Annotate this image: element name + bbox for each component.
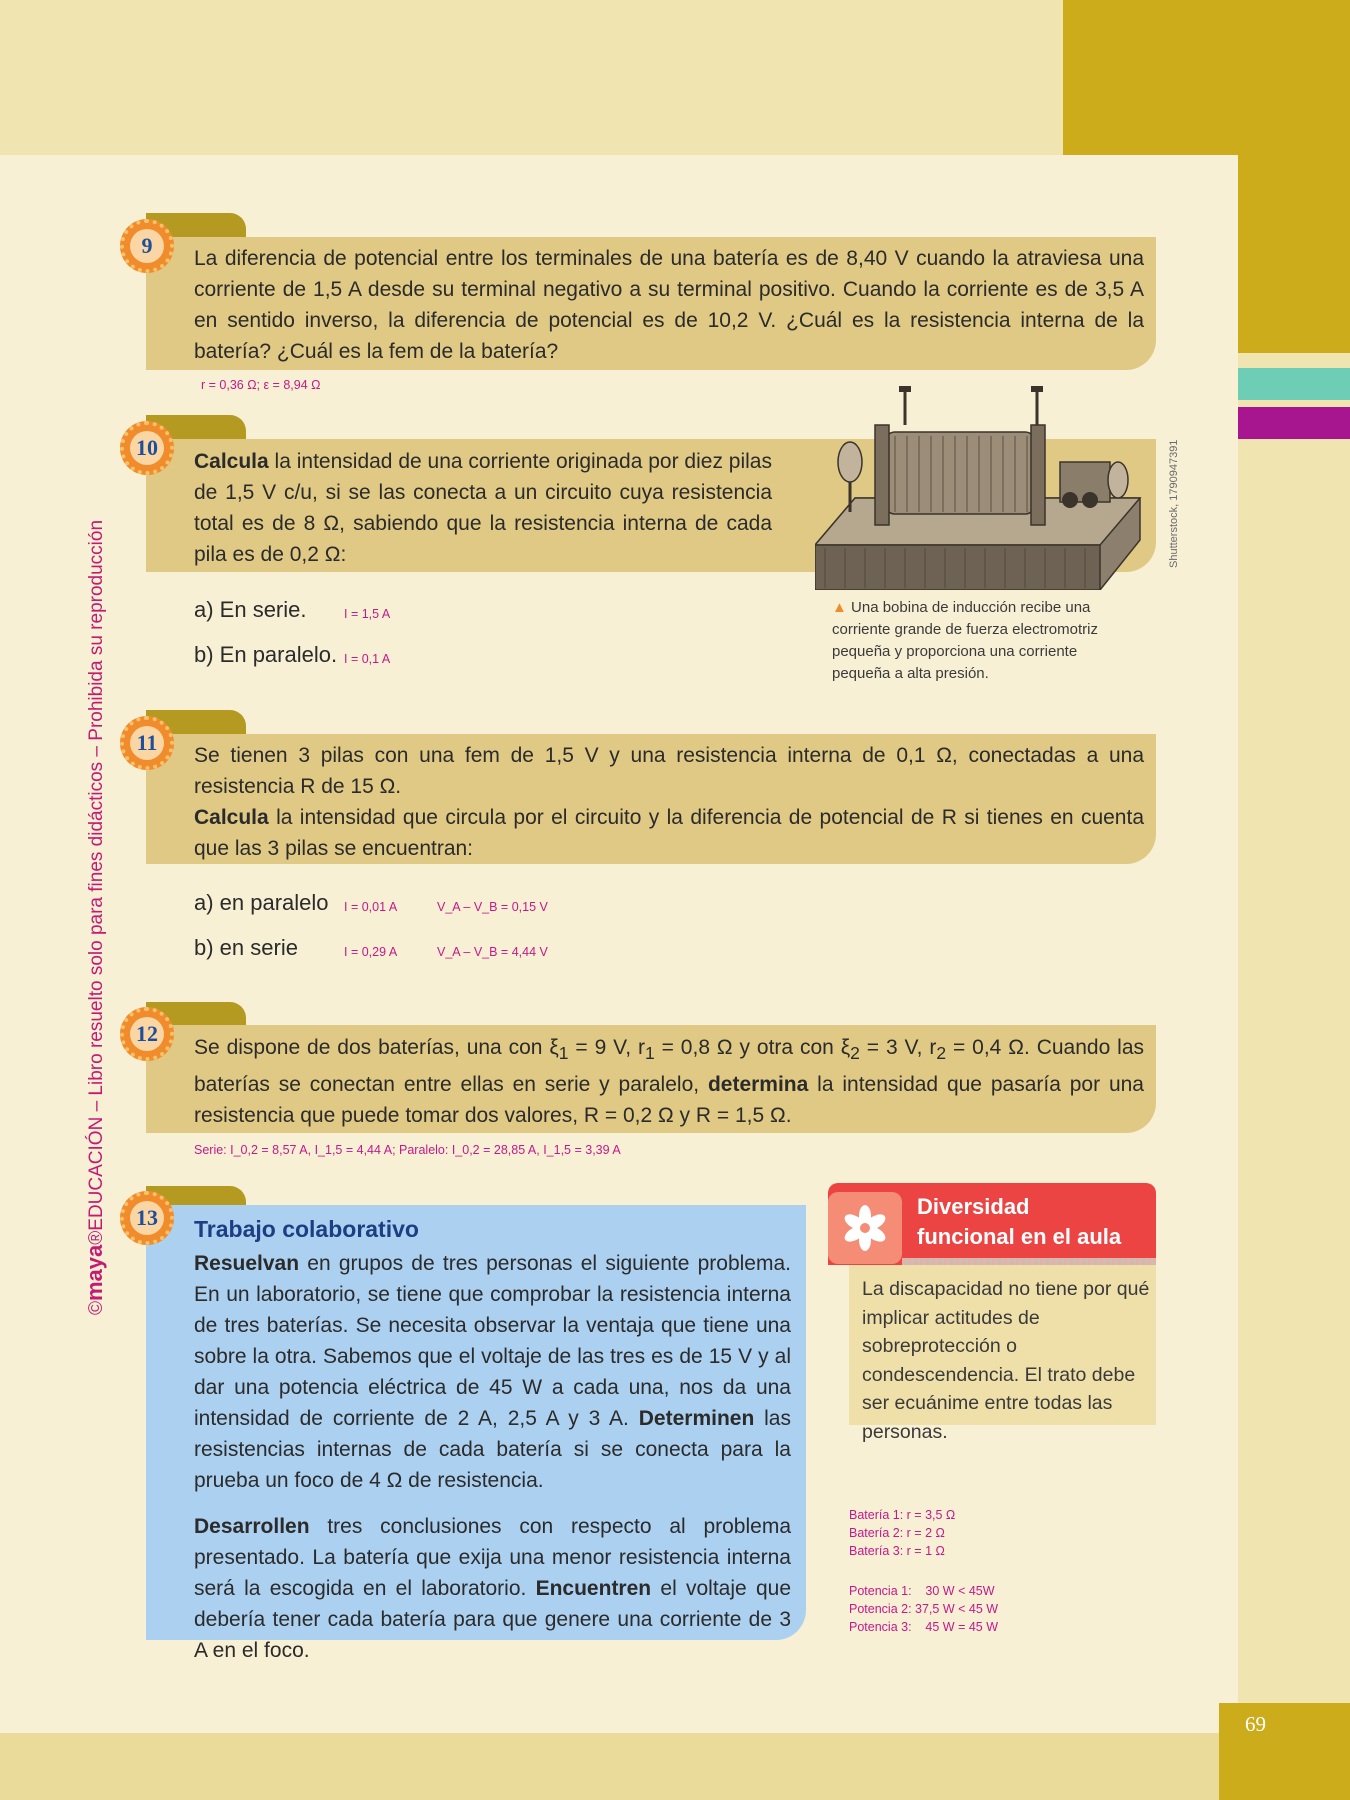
exercise-11-answer-a-current: I = 0,01 A (344, 900, 398, 914)
ex12-part-d: = 3 V, r (859, 1036, 937, 1059)
exercise-9-number: 9 (130, 229, 164, 263)
exercise-10-verb: Calcula (194, 450, 269, 473)
exercise-10-text (194, 446, 772, 570)
item-b-letter: b) (194, 935, 214, 960)
p1-verb-2: Determinen (638, 1407, 755, 1430)
ex12-sub-1: 1 (558, 1043, 569, 1064)
diversity-title-line-2: funcional en el aula (917, 1224, 1122, 1249)
collaborative-title: Trabajo colaborativo (194, 1216, 419, 1242)
page-number-box (1219, 1703, 1350, 1800)
ex12-part-f: la intensidad que pasaría por una resistencia que puede tomar dos valores, R = 0,2 Ω y R = 1,5 Ω. (194, 1073, 1144, 1128)
p2-text-a: tres conclusiones con respecto al problema presentado. La batería que exija una menor resistencia interna será la escogida en el laboratorio. (194, 1515, 791, 1600)
exercise-11-item-b (194, 935, 298, 961)
exercise-11-answer-b-current: I = 0,29 A (344, 945, 398, 959)
copyright-text: EDUCACIÓN – Libro resuelto solo para fines didácticos – Prohibida su reproducción (86, 519, 107, 1231)
collaborative-paragraph-2 (194, 1511, 791, 1666)
exercise-13-number: 13 (130, 1201, 164, 1235)
exercise-11-text (194, 740, 1144, 864)
brand-name: maya (82, 1244, 107, 1301)
ex12-verb: determina (707, 1073, 809, 1097)
illustration-caption (832, 597, 1122, 685)
caption-text: Una bobina de inducción recibe una corriente grande de fuerza electromotriz pequeña y proporciona una corriente pequeña a alta presión. (832, 599, 1098, 682)
side-teal-tab (1238, 368, 1350, 400)
item-b-text: En paralelo. (213, 642, 338, 667)
item-a-text: en paralelo (213, 890, 329, 915)
ex12-sub-3: 2 (850, 1043, 860, 1064)
copyright-note (82, 520, 108, 1315)
exercise-9-badge (120, 219, 174, 273)
p2-verb: Desarrollen (194, 1515, 310, 1538)
asterisk-flower-icon-svg (828, 1192, 902, 1264)
exercise-10-number: 10 (130, 431, 164, 465)
exercise-10-item-b (194, 642, 337, 668)
p1-verb: Resuelvan (194, 1252, 300, 1275)
caption-triangle-icon: ▲ (832, 599, 847, 616)
page-number: 69 (1245, 1712, 1266, 1736)
diversity-text: La discapacidad no tiene por qué implicar actitudes de sobreprotección o condescendencia. El trato debe ser ecuánime entre todas las personas. (862, 1278, 1150, 1443)
battery-resistance-answers: Batería 1: r = 3,5 Ω Batería 2: r = 2 Ω Batería 3: r = 1 Ω (849, 1508, 956, 1558)
p1-text-b: las resistencias internas de cada batería si se conecta para la prueba un foco de 4 Ω de resistencia. (194, 1407, 791, 1492)
exercise-11-statement: Se tienen 3 pilas con una fem de 1,5 V y una resistencia interna de 0,1 Ω, conectadas a una resistencia R de 15 Ω. (194, 744, 1144, 798)
exercise-11-item-a (194, 890, 329, 916)
induction-coil-illustration (815, 380, 1145, 590)
diversity-title-line-1: Diversidad (917, 1194, 1030, 1219)
exercise-12-answer: Serie: I_0,2 = 8,57 A, I_1,5 = 4,44 A; Paralelo: I_0,2 = 28,85 A, I_1,5 = 3,39 A (194, 1143, 621, 1157)
diversity-title (917, 1192, 1121, 1252)
ex12-part-b: = 9 V, r (568, 1036, 645, 1059)
ex12-part-a: Se dispone de dos baterías, una con ξ (194, 1036, 559, 1059)
ex12-part-c: = 0,8 Ω y otra con ξ (654, 1036, 851, 1059)
p2-verb-2: Encuentren (535, 1577, 652, 1600)
exercise-10-body: la intensidad de una corriente originada por diez pilas de 1,5 V c/u, si se las conecta a un circuito cuya resistencia total es de 8 Ω, sabiendo que la resistencia interna de cada pila es de 0,2 Ω: (194, 450, 772, 566)
exercise-12-badge (120, 1007, 174, 1061)
power-answers: Potencia 1: 30 W < 45W Potencia 2: 37,5 W < 45 W Potencia 3: 45 W = 45 W (849, 1584, 999, 1634)
exercise-11-answer-b-voltage: V_A – V_B = 4,44 V (437, 945, 548, 959)
exercise-10-answer-a: I = 1,5 A (344, 607, 391, 621)
exercise-11-answer-a-voltage: V_A – V_B = 0,15 V (437, 900, 548, 914)
p2-text-b: el voltaje que debería tener cada batería para que genere una corriente de 3 A en el foco. (194, 1577, 791, 1662)
photo-credit: Shutterstock, 1790947391 (1168, 439, 1180, 568)
exercise-13-badge (120, 1191, 174, 1245)
item-b-text: en serie (213, 935, 298, 960)
bottom-band (0, 1733, 1350, 1800)
item-a-letter: a) (194, 890, 214, 915)
exercise-9-answer: r = 0,36 Ω; ε = 8,94 Ω (201, 378, 321, 392)
p1-text-a: en grupos de tres personas el siguiente problema. En un laboratorio, se tiene que comprobar la resistencia interna de tres baterías. Se necesita observar la ventaja que tiene una sobre la otra. Sabemos que el voltaje de las tres es de 15 V y al dar una potencia eléctrica de 45 W a cada una, nos da una intensidad de corriente de 2 A, 2,5 A y 3 A. (194, 1252, 791, 1430)
ex12-sub-4: 2 (936, 1043, 947, 1064)
side-gold-tab (1238, 155, 1350, 353)
exercise-10-badge (120, 421, 174, 475)
exercise-11-number: 11 (130, 726, 164, 760)
exercise-11-verb: Calcula (194, 806, 269, 829)
item-b-letter: b) (194, 642, 214, 667)
item-a-letter: a) (194, 597, 214, 622)
side-magenta-tab (1238, 407, 1350, 439)
corner-gold-block (1063, 0, 1350, 155)
diversity-divider (902, 1258, 1156, 1265)
exercise-10-answer-b: I = 0,1 A (344, 652, 391, 666)
exercise-11-question: la intensidad que circula por el circuito y la diferencia de potencial de R si tienes en cuenta que las 3 pilas se encuentran: (194, 806, 1144, 860)
exercise-9-text: La diferencia de potencial entre los terminales de una batería es de 8,40 V cuando la atraviesa una corriente de 1,5 A desde su terminal negativo a su terminal positivo. Cuando la corriente es de 3,5 A en sentido inverso, la diferencia de potencial es de 10,2 V. ¿Cuál es la resistencia interna de la batería? ¿Cuál es la fem de la batería? (194, 247, 1144, 363)
registered-mark: ® (86, 1230, 107, 1245)
exercise-12-text (194, 1032, 1144, 1131)
exercise-12-number: 12 (130, 1017, 164, 1051)
copyright-symbol: © (86, 1301, 107, 1315)
collaborative-paragraph-1 (194, 1248, 791, 1496)
ex12-sub-2: 1 (645, 1043, 655, 1064)
exercise-10-item-a (194, 597, 307, 623)
ex12-part-e: = 0,4 Ω. Cuando las baterías se conectan entre ellas en serie y paralelo, (194, 1036, 1145, 1097)
item-a-text: En serie. (213, 597, 307, 622)
exercise-11-badge (120, 716, 174, 770)
asterisk-flower-icon (828, 1192, 902, 1264)
